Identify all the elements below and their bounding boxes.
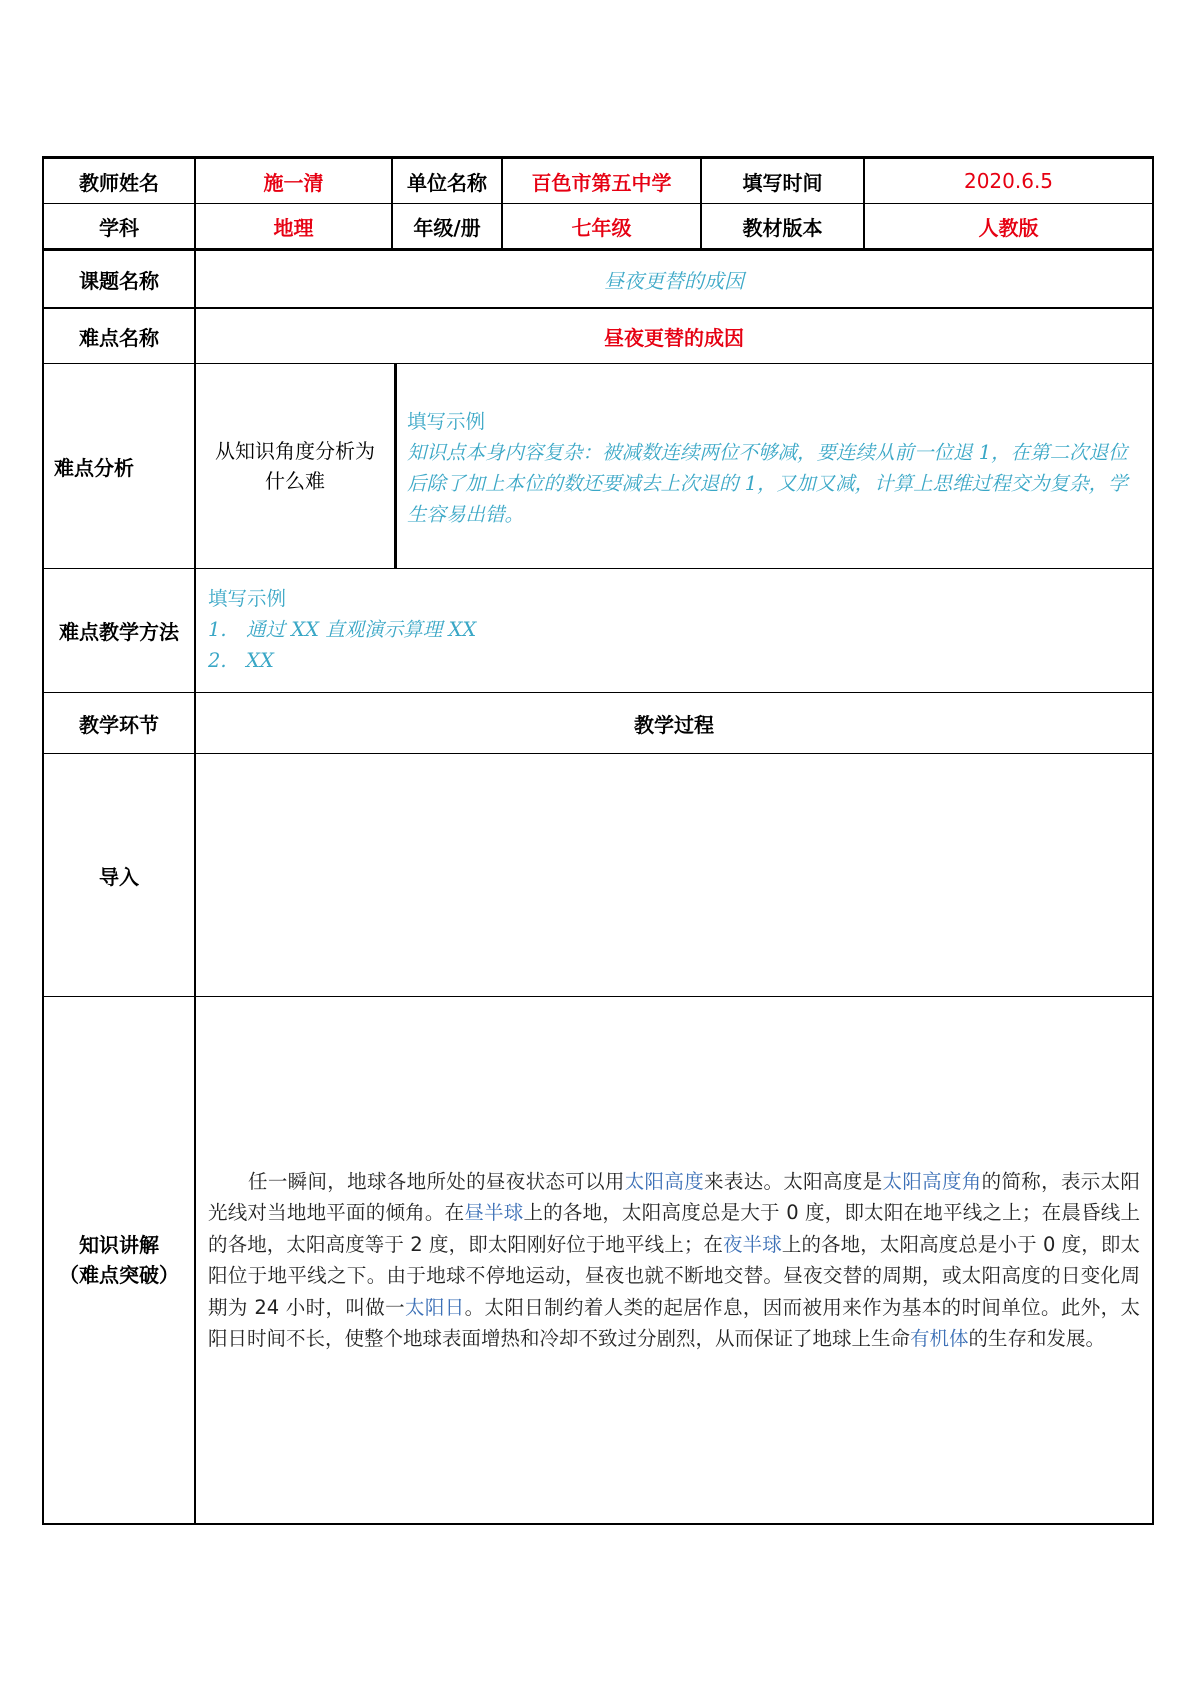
analysis-row xyxy=(44,364,1152,569)
knowledge-label-line1: 知识讲解 xyxy=(79,1233,159,1257)
paragraph-text: 任一瞬间，地球各地所处的昼夜状态可以用 xyxy=(248,1169,625,1193)
method-row xyxy=(44,569,1152,693)
keyword-link[interactable]: 夜半球 xyxy=(723,1232,782,1256)
analysis-example-text: 知识点本身内容复杂：被减数连续两位不够减，要连续从前一位退 1，在第二次退位后除了加上本位的数还要减去上次退的 1，又加又减，计算上思维过程交为复杂，学生容易出错。 xyxy=(407,441,1128,526)
unit-label: 单位名称 xyxy=(391,159,501,203)
difficulty-row xyxy=(44,308,1152,364)
method-item-1: 1. 通过 XX 直观演示算理 XX xyxy=(208,618,477,641)
subject-value: 地理 xyxy=(194,204,391,248)
knowledge-paragraph xyxy=(208,1166,1140,1355)
method-example-title: 填写示例 xyxy=(208,587,287,610)
stage-label: 教学环节 xyxy=(79,712,159,737)
process-header-row xyxy=(44,693,1152,754)
paragraph-text: 来表达。太阳高度是 xyxy=(704,1169,883,1193)
paragraph-text: 上的各地，太阳高度总是大于 0 度，即太阳在地平线之上；在晨昏线上的各地，太阳高度等于 2 度，即太阳刚好位于地平线上；在 xyxy=(208,1201,1140,1256)
unit-value: 百色市第五中学 xyxy=(501,159,700,203)
keyword-link[interactable]: 太阳高度角 xyxy=(882,1169,982,1193)
method-label: 难点教学方法 xyxy=(59,620,179,644)
header-row-2 xyxy=(44,204,1152,249)
topic-row xyxy=(44,249,1152,308)
knowledge-row xyxy=(44,997,1152,1523)
intro-row xyxy=(44,754,1152,997)
keyword-link[interactable]: 太阳日 xyxy=(404,1295,465,1319)
edition-label: 教材版本 xyxy=(700,204,863,248)
paragraph-text: 上的各地，太阳高度总是小于 0 度，即太阳位于地平线之下。由于地球不停地运动，昼夜也就不断地交替。昼夜交替的周期，或太阳高度的日变化周期为 24 小时，叫做一 xyxy=(208,1232,1140,1319)
knowledge-label xyxy=(44,997,194,1523)
date-label: 填写时间 xyxy=(700,159,863,203)
difficulty-label: 难点名称 xyxy=(79,325,159,350)
keyword-link[interactable]: 昼半球 xyxy=(464,1201,524,1224)
intro-content xyxy=(194,754,1152,996)
keyword-link[interactable]: 有机体 xyxy=(910,1327,969,1350)
method-item-2: 2. XX xyxy=(208,649,274,672)
paragraph-text: 的生存和发展。 xyxy=(968,1327,1106,1350)
edition-value: 人教版 xyxy=(863,204,1152,248)
paragraph-text: 。太阳日制约着人类的起居作息，因而被用来作为基本的时间单位。此外，太阳日时间不长，使整个地球表面增热和冷却不致过分剧烈，从而保证了地球上生命 xyxy=(208,1295,1140,1350)
topic-value: 昼夜更替的成因 xyxy=(194,251,1152,307)
header-row-1 xyxy=(44,159,1152,204)
analysis-label: 难点分析 xyxy=(54,455,134,480)
intro-label: 导入 xyxy=(99,864,139,889)
method-content xyxy=(194,569,1152,692)
difficulty-value: 昼夜更替的成因 xyxy=(194,309,1152,363)
knowledge-content xyxy=(194,997,1152,1523)
keyword-link[interactable]: 太阳高度 xyxy=(624,1169,705,1193)
teacher-value: 施一清 xyxy=(194,159,391,203)
lesson-plan-table xyxy=(42,156,1154,1525)
paragraph-text: 的简称，表示太阳光线对当地地平面的倾角。在 xyxy=(208,1169,1140,1224)
grade-label: 年级/册 xyxy=(391,204,501,248)
analysis-example-title: 填写示例 xyxy=(407,410,486,433)
analysis-sub-label xyxy=(194,364,394,568)
analysis-example xyxy=(394,364,1152,568)
subject-label: 学科 xyxy=(99,215,139,240)
date-value: 2020.6.5 xyxy=(863,159,1152,203)
teacher-label: 教师姓名 xyxy=(79,170,159,195)
analysis-sub-label-text: 从知识角度分析为什么难 xyxy=(215,439,375,493)
process-label: 教学过程 xyxy=(194,693,1152,753)
knowledge-label-line2: （难点突破） xyxy=(59,1263,179,1287)
grade-value: 七年级 xyxy=(501,204,700,248)
topic-label: 课题名称 xyxy=(79,268,159,293)
